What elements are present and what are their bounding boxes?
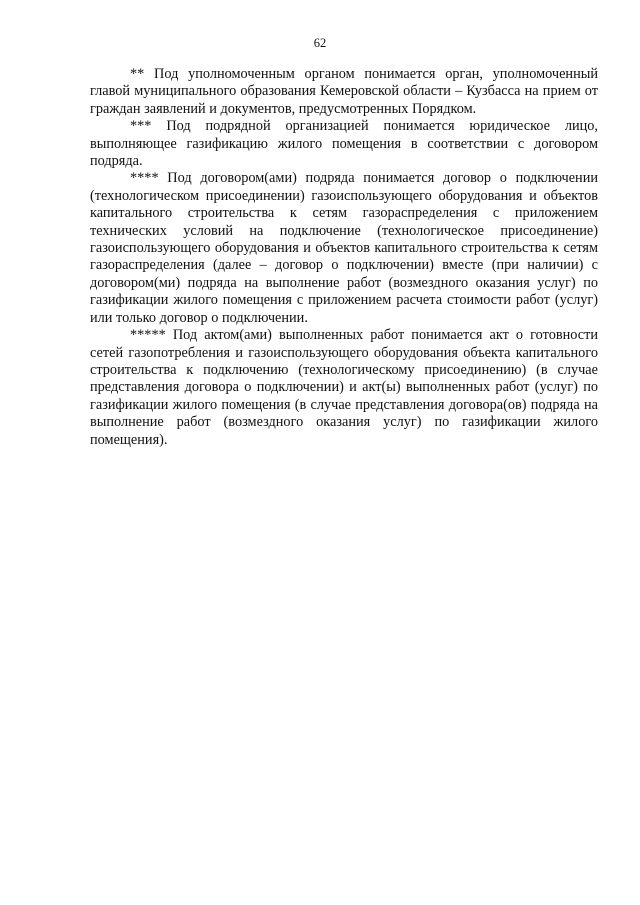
footnote-contract: **** Под договором(ами) подряда понимается договор о подключении (технологическом присоединении) газоиспользующего оборудования и объектов капитального строительства к сетям газораспределения с приложением технических условий на подключение (технологическое присоединение) газоиспользующего оборудования и объектов капитального строительства к сетям газораспределения (далее – договор о подключении) вместе (при наличии) с договором(ми) подряда на выполнение работ (возмездного оказания услуг) по газификации жилого помещения с приложением расчета стоимости работ (услуг) или только договор о подключении. (90, 170, 598, 326)
footnote-authorized-body: ** Под уполномоченным органом понимается орган, уполномоченный главой муниципального образования Кемеровской области – Кузбасса на прием от граждан заявлений и документов, предусмотренных Порядком. (90, 66, 598, 117)
footnotes-block (90, 66, 598, 449)
footnote-completion-act: ***** Под актом(ами) выполненных работ понимается акт о готовности сетей газопотребления и газоиспользующего оборудования объекта капитального строительства к подключению (технологическому присоединению) (в случае представления договора о подключении) и акт(ы) выполненных работ (услуг) по газификации жилого помещения (в случае представления договора(ов) подряда на выполнение работ (возмездного оказания услуг) по газификации жилого помещения). (90, 327, 598, 448)
footnote-contractor: *** Под подрядной организацией понимается юридическое лицо, выполняющее газификацию жилого помещения в соответствии с договором подряда. (90, 118, 598, 170)
page-number: 62 (313, 36, 327, 50)
